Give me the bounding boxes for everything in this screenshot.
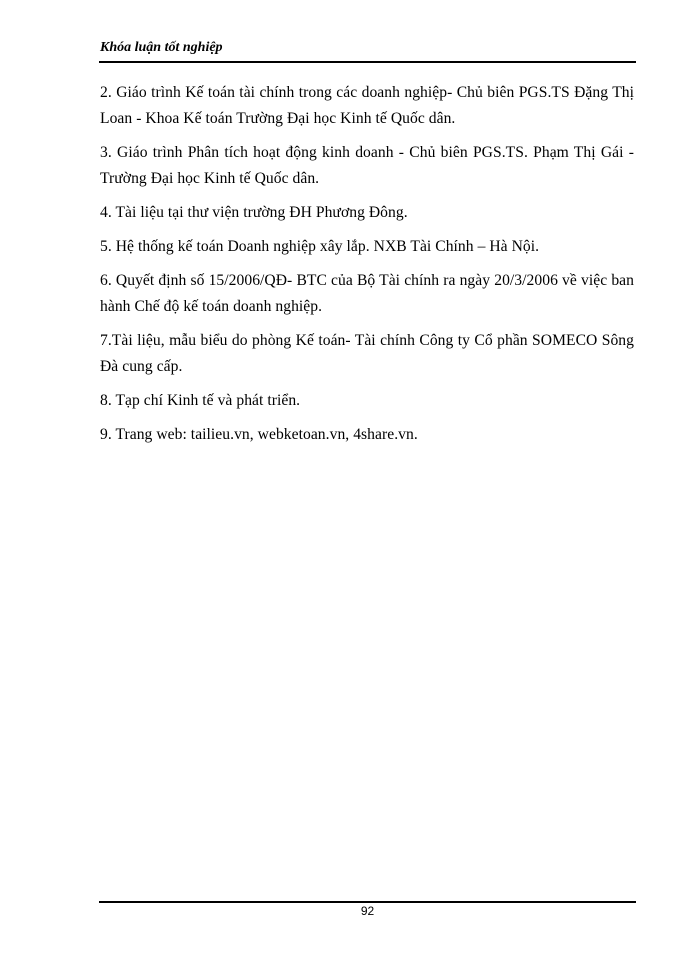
reference-list (100, 80, 634, 456)
footer-divider (99, 901, 636, 903)
page-number: 92 (360, 904, 375, 918)
reference-item: 8. Tạp chí Kinh tế và phát triển. (100, 392, 301, 409)
reference-item: 5. Hệ thống kế toán Doanh nghiệp xây lắp. NXB Tài Chính – Hà Nội. (100, 238, 540, 255)
page-header-title: Khóa luận tốt nghiệp (100, 40, 223, 55)
reference-item: 6. Quyết định số 15/2006/QĐ- BTC của Bộ Tài chính ra ngày 20/3/2006 về việc ban hành Chế độ kế toán doanh nghiệp. (100, 272, 634, 315)
reference-item: 2. Giáo trình Kế toán tài chính trong các doanh nghiệp- Chủ biên PGS.TS Đặng Thị Loan - Khoa Kế toán Trường Đại học Kinh tế Quốc dân. (100, 84, 634, 127)
reference-item: 7.Tài liệu, mẫu biểu do phòng Kế toán- Tài chính Công ty Cổ phần SOMECO Sông Đà cung cấp. (100, 332, 634, 375)
header-divider (99, 61, 636, 63)
reference-item: 9. Trang web: tailieu.vn, webketoan.vn, 4share.vn. (100, 426, 418, 443)
reference-item: 4. Tài liệu tại thư viện trường ĐH Phương Đông. (100, 204, 408, 221)
reference-item: 3. Giáo trình Phân tích hoạt động kinh doanh - Chủ biên PGS.TS. Phạm Thị Gái - Trường Đại học Kinh tế Quốc dân. (100, 144, 634, 187)
